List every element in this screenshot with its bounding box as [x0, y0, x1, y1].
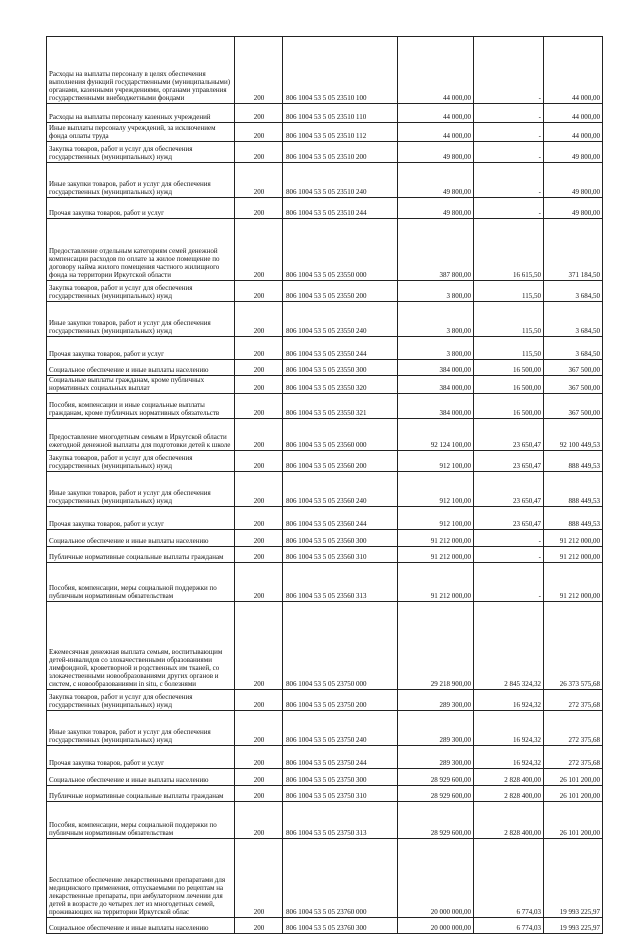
row-line-code: 200 — [235, 302, 283, 337]
table-body — [47, 37, 603, 934]
row-name: Прочая закупка товаров, работ и услуг — [47, 507, 235, 530]
row-name: Предоставление многодетным семьям в Иркутской области ежегодной денежной выплаты для подготовки детей к школе — [47, 419, 235, 451]
table-row — [47, 337, 603, 360]
row-line-code: 200 — [235, 563, 283, 602]
table-row — [47, 472, 603, 507]
row-budget-code: 806 1004 53 5 05 23560 000 — [283, 419, 398, 451]
row-approved-amount: 28 929 600,00 — [398, 769, 474, 786]
table-row — [47, 711, 603, 746]
table-row — [47, 163, 603, 198]
row-remaining-amount: 49 800,00 — [544, 198, 603, 219]
row-budget-code: 806 1004 53 5 05 23560 310 — [283, 547, 398, 563]
row-approved-amount: 20 000 000,00 — [398, 918, 474, 934]
row-remaining-amount: 272 375,68 — [544, 711, 603, 746]
row-approved-amount: 20 000 000,00 — [398, 839, 474, 918]
table-row — [47, 507, 603, 530]
row-remaining-amount: 91 212 000,00 — [544, 530, 603, 547]
table-row — [47, 104, 603, 123]
expenditure-table — [46, 36, 603, 934]
row-line-code: 200 — [235, 163, 283, 198]
row-name: Закупка товаров, работ и услуг для обеспечения государственных (муниципальных) нужд — [47, 690, 235, 711]
row-name: Публичные нормативные социальные выплаты гражданам — [47, 547, 235, 563]
row-name: Закупка товаров, работ и услуг для обеспечения государственных (муниципальных) нужд — [47, 142, 235, 163]
row-approved-amount: 44 000,00 — [398, 123, 474, 142]
row-approved-amount: 912 100,00 — [398, 472, 474, 507]
row-approved-amount: 387 800,00 — [398, 219, 474, 281]
row-line-code: 200 — [235, 690, 283, 711]
row-budget-code: 806 1004 53 5 05 23510 244 — [283, 198, 398, 219]
row-executed-amount: 16 500,00 — [474, 394, 544, 419]
row-budget-code: 806 1004 53 5 05 23760 000 — [283, 839, 398, 918]
row-remaining-amount: 91 212 000,00 — [544, 547, 603, 563]
row-budget-code: 806 1004 53 5 05 23550 000 — [283, 219, 398, 281]
row-budget-code: 806 1004 53 5 05 23750 313 — [283, 802, 398, 839]
row-approved-amount: 49 800,00 — [398, 198, 474, 219]
row-budget-code: 806 1004 53 5 05 23510 112 — [283, 123, 398, 142]
row-remaining-amount: 367 500,00 — [544, 360, 603, 376]
row-line-code: 200 — [235, 419, 283, 451]
row-approved-amount: 28 929 600,00 — [398, 786, 474, 802]
row-executed-amount: 2 845 324,32 — [474, 602, 544, 690]
row-approved-amount: 912 100,00 — [398, 451, 474, 472]
table-row — [47, 563, 603, 602]
row-budget-code: 806 1004 53 5 05 23510 200 — [283, 142, 398, 163]
row-executed-amount: 115,50 — [474, 337, 544, 360]
row-name: Бесплатное обеспечение лекарственными препаратами для медицинского применения, отпускаемыми по рецептам на лекарственные препараты, при амбулаторном лечении для детей в возрасте до четырех лет из многодетных семей, проживающих на территории Иркутской облас — [47, 839, 235, 918]
row-line-code: 200 — [235, 711, 283, 746]
table-row — [47, 302, 603, 337]
table-row — [47, 602, 603, 690]
row-budget-code: 806 1004 53 5 05 23550 244 — [283, 337, 398, 360]
row-line-code: 200 — [235, 472, 283, 507]
row-line-code: 200 — [235, 918, 283, 934]
row-line-code: 200 — [235, 123, 283, 142]
table-row — [47, 451, 603, 472]
row-line-code: 200 — [235, 802, 283, 839]
row-name: Социальное обеспечение и иные выплаты населению — [47, 530, 235, 547]
row-line-code: 200 — [235, 530, 283, 547]
row-approved-amount: 289 300,00 — [398, 711, 474, 746]
row-line-code: 200 — [235, 547, 283, 563]
row-remaining-amount: 371 184,50 — [544, 219, 603, 281]
row-name: Социальное обеспечение и иные выплаты населению — [47, 769, 235, 786]
row-approved-amount: 92 124 100,00 — [398, 419, 474, 451]
row-name: Публичные нормативные социальные выплаты гражданам — [47, 786, 235, 802]
row-executed-amount: 16 615,50 — [474, 219, 544, 281]
row-executed-amount: 23 650,47 — [474, 472, 544, 507]
row-name: Иные выплаты персоналу учреждений, за исключением фонда оплаты труда — [47, 123, 235, 142]
row-remaining-amount: 888 449,53 — [544, 472, 603, 507]
table-row — [47, 142, 603, 163]
row-name: Прочая закупка товаров, работ и услуг — [47, 746, 235, 769]
row-budget-code: 806 1004 53 5 05 23750 000 — [283, 602, 398, 690]
row-name: Закупка товаров, работ и услуг для обеспечения государственных (муниципальных) нужд — [47, 281, 235, 302]
row-executed-amount: 2 828 400,00 — [474, 769, 544, 786]
row-approved-amount: 384 000,00 — [398, 394, 474, 419]
table-row — [47, 786, 603, 802]
row-approved-amount: 91 212 000,00 — [398, 530, 474, 547]
row-name: Расходы на выплаты персоналу в целях обеспечения выполнения функций государственными (муниципальными) органами, казенными учреждениями, органами управления государственными внебюджетными фондами — [47, 37, 235, 104]
row-remaining-amount: 49 800,00 — [544, 142, 603, 163]
row-budget-code: 806 1004 53 5 05 23560 244 — [283, 507, 398, 530]
row-line-code: 200 — [235, 37, 283, 104]
row-approved-amount: 91 212 000,00 — [398, 547, 474, 563]
row-line-code: 200 — [235, 602, 283, 690]
row-executed-amount: 16 924,32 — [474, 746, 544, 769]
table-row — [47, 918, 603, 934]
row-budget-code: 806 1004 53 5 05 23550 240 — [283, 302, 398, 337]
row-remaining-amount: 888 449,53 — [544, 507, 603, 530]
row-budget-code: 806 1004 53 5 05 23510 100 — [283, 37, 398, 104]
row-name: Иные закупки товаров, работ и услуг для обеспечения государственных (муниципальных) нужд — [47, 472, 235, 507]
row-budget-code: 806 1004 53 5 05 23560 313 — [283, 563, 398, 602]
table-row — [47, 547, 603, 563]
row-line-code: 200 — [235, 360, 283, 376]
row-budget-code: 806 1004 53 5 05 23750 310 — [283, 786, 398, 802]
row-executed-amount: 16 500,00 — [474, 376, 544, 394]
row-budget-code: 806 1004 53 5 05 23750 300 — [283, 769, 398, 786]
row-name: Иные закупки товаров, работ и услуг для обеспечения государственных (муниципальных) нужд — [47, 711, 235, 746]
row-remaining-amount: 272 375,68 — [544, 690, 603, 711]
row-remaining-amount: 3 684,50 — [544, 302, 603, 337]
row-remaining-amount: 367 500,00 — [544, 376, 603, 394]
row-executed-amount: 115,50 — [474, 281, 544, 302]
table-row — [47, 37, 603, 104]
row-budget-code: 806 1004 53 5 05 23560 200 — [283, 451, 398, 472]
row-executed-amount: - — [474, 104, 544, 123]
row-approved-amount: 91 212 000,00 — [398, 563, 474, 602]
row-budget-code: 806 1004 53 5 05 23550 300 — [283, 360, 398, 376]
row-budget-code: 806 1004 53 5 05 23760 300 — [283, 918, 398, 934]
row-name: Иные закупки товаров, работ и услуг для обеспечения государственных (муниципальных) нужд — [47, 163, 235, 198]
row-executed-amount: - — [474, 37, 544, 104]
row-name: Пособия, компенсации, меры социальной поддержки по публичным нормативным обязательствам — [47, 802, 235, 839]
row-remaining-amount: 26 101 200,00 — [544, 769, 603, 786]
row-line-code: 200 — [235, 281, 283, 302]
row-executed-amount: 6 774,03 — [474, 918, 544, 934]
row-budget-code: 806 1004 53 5 05 23750 200 — [283, 690, 398, 711]
row-executed-amount: - — [474, 530, 544, 547]
row-remaining-amount: 272 375,68 — [544, 746, 603, 769]
row-line-code: 200 — [235, 337, 283, 360]
table-row — [47, 394, 603, 419]
row-line-code: 200 — [235, 104, 283, 123]
row-name: Пособия, компенсации и иные социальные выплаты гражданам, кроме публичных нормативных обязательств — [47, 394, 235, 419]
row-line-code: 200 — [235, 198, 283, 219]
row-executed-amount: 23 650,47 — [474, 419, 544, 451]
row-name: Ежемесячная денежная выплата семьям, воспитывающим детей-инвалидов со злокачественными образованиями лимфоидной, кроветворной и родственных им тканей, со злокачественными новообразованиями других органов и систем, с новообразованиями in situ, с болезнями — [47, 602, 235, 690]
row-executed-amount: 16 500,00 — [474, 360, 544, 376]
budget-execution-sheet — [46, 36, 602, 934]
row-approved-amount: 49 800,00 — [398, 163, 474, 198]
row-executed-amount: - — [474, 563, 544, 602]
table-row — [47, 360, 603, 376]
row-budget-code: 806 1004 53 5 05 23510 110 — [283, 104, 398, 123]
row-budget-code: 806 1004 53 5 05 23550 321 — [283, 394, 398, 419]
table-row — [47, 802, 603, 839]
row-budget-code: 806 1004 53 5 05 23510 240 — [283, 163, 398, 198]
row-budget-code: 806 1004 53 5 05 23750 240 — [283, 711, 398, 746]
row-approved-amount: 49 800,00 — [398, 142, 474, 163]
row-remaining-amount: 3 684,50 — [544, 337, 603, 360]
row-remaining-amount: 26 373 575,68 — [544, 602, 603, 690]
row-executed-amount: 115,50 — [474, 302, 544, 337]
row-remaining-amount: 26 101 200,00 — [544, 786, 603, 802]
row-name: Расходы на выплаты персоналу казенных учреждений — [47, 104, 235, 123]
table-row — [47, 419, 603, 451]
row-line-code: 200 — [235, 839, 283, 918]
row-name: Иные закупки товаров, работ и услуг для обеспечения государственных (муниципальных) нужд — [47, 302, 235, 337]
table-row — [47, 198, 603, 219]
row-approved-amount: 289 300,00 — [398, 690, 474, 711]
table-row — [47, 281, 603, 302]
row-approved-amount: 29 218 900,00 — [398, 602, 474, 690]
row-line-code: 200 — [235, 451, 283, 472]
row-remaining-amount: 91 212 000,00 — [544, 563, 603, 602]
row-line-code: 200 — [235, 769, 283, 786]
row-remaining-amount: 888 449,53 — [544, 451, 603, 472]
table-row — [47, 219, 603, 281]
row-line-code: 200 — [235, 507, 283, 530]
row-line-code: 200 — [235, 394, 283, 419]
row-executed-amount: - — [474, 198, 544, 219]
row-budget-code: 806 1004 53 5 05 23550 200 — [283, 281, 398, 302]
row-executed-amount: - — [474, 142, 544, 163]
row-executed-amount: - — [474, 163, 544, 198]
row-name: Закупка товаров, работ и услуг для обеспечения государственных (муниципальных) нужд — [47, 451, 235, 472]
row-remaining-amount: 19 993 225,97 — [544, 839, 603, 918]
table-row — [47, 769, 603, 786]
row-remaining-amount: 367 500,00 — [544, 394, 603, 419]
row-budget-code: 806 1004 53 5 05 23560 240 — [283, 472, 398, 507]
row-remaining-amount: 49 800,00 — [544, 163, 603, 198]
row-approved-amount: 384 000,00 — [398, 360, 474, 376]
row-name: Социальные выплаты гражданам, кроме публичных нормативных социальных выплат — [47, 376, 235, 394]
row-approved-amount: 44 000,00 — [398, 104, 474, 123]
row-remaining-amount: 26 101 200,00 — [544, 802, 603, 839]
table-row — [47, 690, 603, 711]
row-line-code: 200 — [235, 376, 283, 394]
row-executed-amount: 23 650,47 — [474, 507, 544, 530]
row-approved-amount: 3 800,00 — [398, 337, 474, 360]
table-row — [47, 839, 603, 918]
row-remaining-amount: 92 100 449,53 — [544, 419, 603, 451]
row-approved-amount: 44 000,00 — [398, 37, 474, 104]
row-remaining-amount: 19 993 225,97 — [544, 918, 603, 934]
row-executed-amount: 23 650,47 — [474, 451, 544, 472]
row-executed-amount: 2 828 400,00 — [474, 786, 544, 802]
row-name: Социальное обеспечение и иные выплаты населению — [47, 918, 235, 934]
row-approved-amount: 384 000,00 — [398, 376, 474, 394]
row-remaining-amount: 44 000,00 — [544, 37, 603, 104]
row-remaining-amount: 44 000,00 — [544, 104, 603, 123]
row-executed-amount: 6 774,03 — [474, 839, 544, 918]
row-line-code: 200 — [235, 786, 283, 802]
row-approved-amount: 912 100,00 — [398, 507, 474, 530]
row-name: Пособия, компенсации, меры социальной поддержки по публичным нормативным обязательствам — [47, 563, 235, 602]
row-approved-amount: 28 929 600,00 — [398, 802, 474, 839]
row-name: Прочая закупка товаров, работ и услуг — [47, 337, 235, 360]
row-budget-code: 806 1004 53 5 05 23750 244 — [283, 746, 398, 769]
row-approved-amount: 3 800,00 — [398, 281, 474, 302]
row-executed-amount: 16 924,32 — [474, 711, 544, 746]
row-remaining-amount: 3 684,50 — [544, 281, 603, 302]
row-line-code: 200 — [235, 142, 283, 163]
row-executed-amount: 2 828 400,00 — [474, 802, 544, 839]
row-executed-amount: - — [474, 123, 544, 142]
row-executed-amount: 16 924,32 — [474, 690, 544, 711]
row-budget-code: 806 1004 53 5 05 23560 300 — [283, 530, 398, 547]
row-line-code: 200 — [235, 219, 283, 281]
row-budget-code: 806 1004 53 5 05 23550 320 — [283, 376, 398, 394]
table-row — [47, 376, 603, 394]
row-remaining-amount: 44 000,00 — [544, 123, 603, 142]
row-name: Прочая закупка товаров, работ и услуг — [47, 198, 235, 219]
table-row — [47, 530, 603, 547]
row-approved-amount: 289 300,00 — [398, 746, 474, 769]
row-executed-amount: - — [474, 547, 544, 563]
table-row — [47, 746, 603, 769]
row-name: Предоставление отдельным категориям семей денежной компенсации расходов по оплате за жилое помещение по договору найма жилого помещения частного жилищного фонда на территории Иркутской области — [47, 219, 235, 281]
row-name: Социальное обеспечение и иные выплаты населению — [47, 360, 235, 376]
table-row — [47, 123, 603, 142]
row-approved-amount: 3 800,00 — [398, 302, 474, 337]
row-line-code: 200 — [235, 746, 283, 769]
